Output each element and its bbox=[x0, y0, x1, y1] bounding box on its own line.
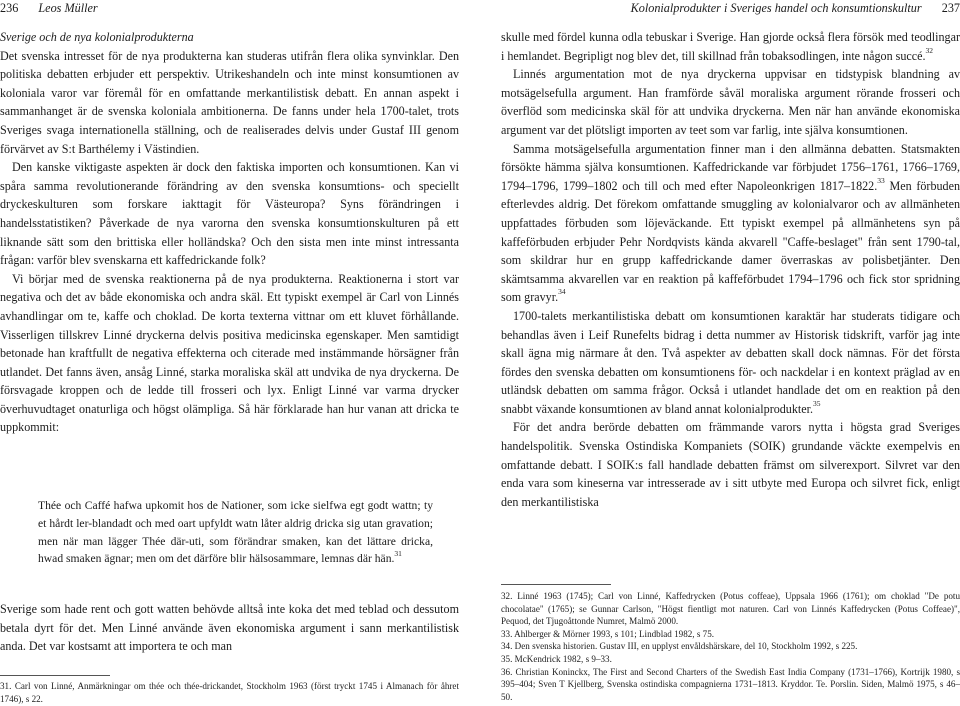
footnote-ref: 35 bbox=[813, 398, 821, 408]
paragraph: Samma motsägelsefulla argumentation finner man i den allmänna debatten. Statsmakten försökte hämma själva konsumtionen. Kaffedrickande var förbjudet 1756–1761, 1766–1769, 1794–1796, 1799–1802 och till och med efter Napoleonkrigen 1817–1822.33 Men förbuden efterlevdes aldrig. Det förekom omfattande smuggling av kolonialvaror och av allmänheten uppfattades förbuden som löjeväckande. Ett typiskt exempel på allmänhetens syn på kaffeförbuden erbjuder Pehr Nordqvists kända akvarell "Caffe-beslaget" från sent 1790-tal, som skildrar hur en grupp kaffedrickande damer överraskas av polisbetjänter. Den skämtsamma akvarellen var en reaktion på kaffeförbudet 1794–1796 och fick stor spridning som gravyr.$^{34}$ bbox=[501, 141, 960, 305]
footnote: 35. McKendrick 1982, s 9–33. bbox=[501, 653, 612, 664]
running-head-title: Kolonialprodukter i Sveriges handel och konsumtionskultur bbox=[630, 1, 922, 15]
quote-text: Thée och Caffé hafwa upkomit hos de Nationer, som icke sielfwa egt godt wattn; ty et hårdt ler-blandadt och med oart upfyldt watn låter aldrig dricka sig utan gravation; men när man lägger Thée där-uti, som förändrar smaken, kan det lättare dricka, hwad smaken ägnar; men om det därföre blir hälsosammare, lemnas där hän. bbox=[38, 499, 433, 566]
footnote: 32. Linné 1963 (1745); Carl von Linné, Kaffedrycken (Potus coffeae), Uppsala 1966 (1761); om choklad "De potu chocolatae" (1765); se Gunnar Carlson, "Högst fientligt mot naturen. Carl von Linnés Kaffedrycken (Potus Coffeae)", Pequod, det Tjugoåttonde Numret, Malmö 2000. bbox=[501, 591, 960, 627]
paragraph: Sverige som hade rent och gott watten behövde alltså inte koka det med teblad och dessutom betala dyrt för det. Men Linné använde även ekonomiska argument i sann merkantilistisk anda. Det var kostsamt att importera te och man bbox=[0, 602, 459, 654]
footnote-ref: 32 bbox=[925, 45, 934, 55]
footnote-ref: 31 bbox=[394, 549, 402, 559]
paragraph: Den kanske viktigaste aspekten är dock den faktiska importen och konsumtionen. Kan vi spåra samma revolutionerande förändring av den svenska konsumtions- och speciellt dryckeskulturen som forskare iakttagit för Västeuropa? Syns förändringen i handelsstatistiken? Påverkade de nya varorna den svenska konsumtionskulturen på ett liknande sätt som den brittiska eller holländska? Och den sista men inte minst intressanta frågan: varför blev svenskarna ett kaffedrickande folk? bbox=[0, 160, 459, 268]
paragraph: 1700-talets merkantilistiska debatt om konsumtionen karaktär har studerats tidigare och behandlas även i Leif Runefelts bidrag i detta nummer av Historisk tidskrift, varför jag inte skall ägna mig närmare åt den. Två aspekter av debatten skall dock nämnas. För det första fördes den svenska debatten om konsumtionens för- och nackdelar i en kontext präglad av en utländsk debatten om samma frågor. Också i utlandet handlade det om en reaktion på den snabbt växande konsumtionen av bland annat kolonialprodukter.$^{35}$ bbox=[501, 308, 960, 416]
footnote: 33. Ahlberger & Mörner 1993, s 101; Lindblad 1982, s 75. bbox=[501, 628, 715, 639]
left-body-text-after-quote bbox=[0, 600, 459, 656]
footnote-ref: 34 bbox=[558, 287, 566, 297]
footnote-ref: 33 bbox=[877, 175, 885, 185]
block-quote bbox=[38, 497, 433, 568]
footnotes-right bbox=[501, 590, 960, 703]
footnote-rule bbox=[501, 584, 611, 585]
paragraph: Linnés argumentation mot de nya dryckerna uppvisar en tidstypisk blandning av motsägelsefulla argument. Han framförde såväl moraliska argument rörande frosseri och överflöd som medicinska skäl för att undvika dryckerna. Men när han använde ekonomiska argument var det plötsligt importen av teet som var farlig, inte själva konsumtionen. bbox=[501, 67, 960, 137]
footnote: 34. Den svenska historien. Gustav III, en upplyst envåldshärskare, del 10, Stockholm 1992, s 225. bbox=[501, 641, 858, 652]
left-page bbox=[0, 0, 459, 706]
running-head-left bbox=[0, 0, 459, 16]
running-head-author: Leos Müller bbox=[38, 1, 98, 15]
page-number-right: 237 bbox=[941, 1, 960, 15]
paragraph: För det andra berörde debatten om främmande varors nytta i högsta grad Sveriges handelspolitik. Svenska Ostindiska Kompaniets (SOIK) grundande väckte exempelvis en omfattande debatt. I SOIK:s fall handlade debatten främst om silverexport. Silvret var den enda vara som kineserna var intresserade av i sitt utbyte med Europa och silvret fick, enligt den merkantilistiska bbox=[501, 420, 960, 509]
paragraph: skulle med fördel kunna odla tebuskar i Sverige. Han gjorde också flera försök med teodlingar i hemlandet. Begripligt nog blev det, till skillnad från tobaksodlingen, inte någon succé.$^{32}$ bbox=[501, 30, 960, 63]
paragraph: Vi börjar med de svenska reaktionerna på de nya produkterna. Reaktionerna i stort var negativa och det av både ekonomiska och andra skäl. Ett typiskt exempel är Carl von Linnés avhandlingar om te, kaffe och choklad. De korta texterna vittnar om ett kluvet förhållande. Visserligen tillskrev Linné dryckerna delvis positiva medicinska egenskaper. Men samtidigt betonade han kraftfullt de negativa effekterna och citerade med instämmande hörsägner från utlandet. Det fanns även, ansåg Linné, starka moraliska skäl att undvika de nya dryckerna. De försvagade kroppen och de ledde till frosseri och lyx. Enligt Linné var varma drycker överhuvudtaget onaturliga och högst olämpliga. Så här förklarade han hur vanan att dricka te uppkommit: bbox=[0, 271, 459, 435]
paragraph: Det svenska intresset för de nya produkterna kan studeras utifrån flera olika synvinklar. Den politiska debatten erbjuder ett perspektiv. Utrikeshandeln och inte minst konsumtionen av koloniala varor var föremål för en omfattande merkantilistisk debatt. En annan aspekt i sammanhanget är de svenska koloniala ambitionerna. De fanns under hela 1700-talet, trots Sveriges svaga internationella ställning, och de realiserades delvis under Gustaf III genom förvärvet av S:t Barthélemy i Västindien. bbox=[0, 48, 459, 156]
page-number-left: 236 bbox=[0, 1, 19, 15]
footnotes-left bbox=[0, 680, 459, 705]
right-page bbox=[501, 0, 960, 706]
right-body-text bbox=[501, 28, 960, 511]
footnote: 31. Carl von Linné, Anmärkningar om thée och thée-drickandet, Stockholm 1963 (först tryckt 1745 i Almanach för åhret 1746), s 22. bbox=[0, 681, 459, 704]
section-title: Sverige och de nya kolonialprodukterna bbox=[0, 30, 194, 44]
left-body-text bbox=[0, 28, 459, 437]
footnote: 36. Christian Koninckx, The First and Second Charters of the Swedish East India Company (1731–1766), Kortrijk 1980, s 395–404; Sven T Kjellberg, Svenska ostindiska compagnierna 1731–1813. Kryddor. Te. Porslin. Siden, Malmö 1975, s 46–50. bbox=[501, 666, 960, 702]
running-head-right bbox=[501, 0, 960, 16]
footnote-rule bbox=[0, 675, 110, 676]
